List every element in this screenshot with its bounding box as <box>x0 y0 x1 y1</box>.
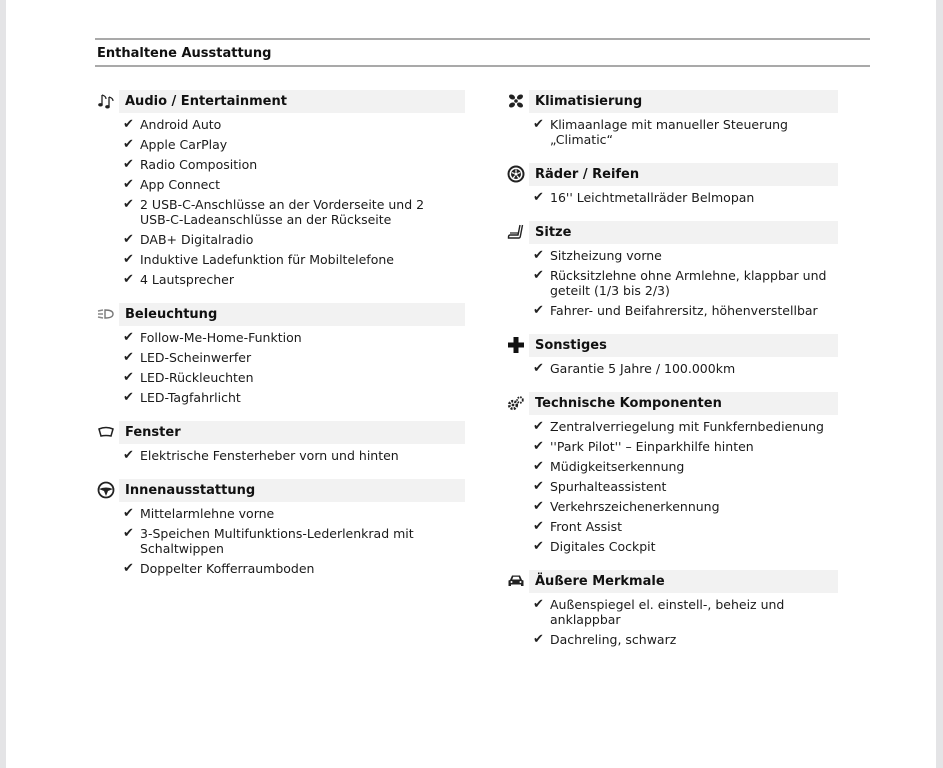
feature-list <box>505 597 835 647</box>
section-beleuchtung <box>95 303 465 405</box>
feature-text: Zentralverriegelung mit Funkfernbedienung <box>550 419 824 434</box>
feature-text: LED-Scheinwerfer <box>140 350 252 365</box>
checkmark-icon: ✔ <box>123 272 134 287</box>
feature-item <box>123 330 430 345</box>
feature-item <box>533 519 840 534</box>
feature-item <box>123 232 430 247</box>
feature-item <box>123 390 430 405</box>
feature-item <box>123 177 430 192</box>
checkmark-icon: ✔ <box>123 330 134 345</box>
feature-item <box>533 499 840 514</box>
checkmark-icon: ✔ <box>533 479 544 494</box>
checkmark-icon: ✔ <box>533 419 544 434</box>
section-title: Audio / Entertainment <box>119 90 465 113</box>
checkmark-icon: ✔ <box>533 632 544 647</box>
checkmark-icon: ✔ <box>533 439 544 454</box>
feature-item <box>123 197 430 227</box>
section-header <box>505 90 835 113</box>
feature-text: Dachreling, schwarz <box>550 632 677 647</box>
section-title: Fenster <box>119 421 465 444</box>
feature-list <box>95 448 465 463</box>
feature-item <box>123 561 430 576</box>
checkmark-icon: ✔ <box>533 539 544 554</box>
section-sitze <box>505 221 835 318</box>
feature-text: Radio Composition <box>140 157 258 172</box>
checkmark-icon: ✔ <box>123 350 134 365</box>
feature-text: Induktive Ladefunktion für Mobiltelefone <box>140 252 394 267</box>
section-raeder-reifen <box>505 163 835 205</box>
feature-text: Spurhalteassistent <box>550 479 667 494</box>
checkmark-icon: ✔ <box>533 459 544 474</box>
feature-list <box>505 419 835 554</box>
feature-item <box>123 370 430 385</box>
feature-item <box>123 137 430 152</box>
feature-item <box>123 157 430 172</box>
feature-text: LED-Rückleuchten <box>140 370 254 385</box>
gears-icon <box>505 393 527 413</box>
feature-list <box>505 190 835 205</box>
feature-text: ''Park Pilot'' – Einparkhilfe hinten <box>550 439 754 454</box>
feature-text: 2 USB-C-Anschlüsse an der Vorderseite und 2 USB-C-Ladeanschlüsse an der Rückseite <box>140 197 425 227</box>
feature-text: Front Assist <box>550 519 623 534</box>
music-note-icon <box>95 91 117 111</box>
section-technische-komponenten <box>505 392 835 554</box>
feature-item <box>123 350 430 365</box>
fan-icon <box>505 91 527 111</box>
document-title-bar <box>95 38 870 67</box>
feature-item <box>123 272 430 287</box>
right-column <box>505 90 835 663</box>
feature-text: LED-Tagfahrlicht <box>140 390 241 405</box>
feature-text: Müdigkeitserkennung <box>550 459 685 474</box>
feature-text: Verkehrszeichenerkennung <box>550 499 720 514</box>
wheel-icon <box>505 164 527 184</box>
car-front-icon <box>505 571 527 591</box>
checkmark-icon: ✔ <box>123 448 134 463</box>
feature-text: Elektrische Fensterheber vorn und hinten <box>140 448 399 463</box>
section-header <box>95 421 465 444</box>
feature-item <box>533 459 840 474</box>
section-header <box>505 163 835 186</box>
feature-text: Follow-Me-Home-Funktion <box>140 330 302 345</box>
section-header <box>95 303 465 326</box>
checkmark-icon: ✔ <box>123 177 134 192</box>
checkmark-icon: ✔ <box>533 117 544 132</box>
checkmark-icon: ✔ <box>123 232 134 247</box>
section-fenster <box>95 421 465 463</box>
checkmark-icon: ✔ <box>123 117 134 132</box>
section-innenausstattung <box>95 479 465 576</box>
feature-item <box>533 439 840 454</box>
section-title: Sonstiges <box>529 334 838 357</box>
feature-item <box>533 248 840 263</box>
feature-item <box>533 190 840 205</box>
headlight-icon <box>95 304 117 324</box>
feature-text: Mittelarmlehne vorne <box>140 506 275 521</box>
feature-text: 4 Lautsprecher <box>140 272 235 287</box>
checkmark-icon: ✔ <box>123 252 134 267</box>
feature-item <box>123 252 430 267</box>
section-title: Innenausstattung <box>119 479 465 502</box>
feature-text: Sitzheizung vorne <box>550 248 662 263</box>
seat-icon <box>505 222 527 242</box>
document-page <box>6 0 936 768</box>
feature-text: Außenspiegel el. einstell-, beheiz und anklappbar <box>550 597 785 627</box>
feature-item <box>533 539 840 554</box>
section-header <box>505 392 835 415</box>
section-header <box>95 90 465 113</box>
steering-wheel-icon <box>95 480 117 500</box>
feature-item <box>533 479 840 494</box>
feature-list <box>95 330 465 405</box>
section-header <box>95 479 465 502</box>
feature-text: Garantie 5 Jahre / 100.000km <box>550 361 736 376</box>
checkmark-icon: ✔ <box>533 248 544 263</box>
checkmark-icon: ✔ <box>533 519 544 534</box>
feature-text: Rücksitzlehne ohne Armlehne, klappbar und geteilt (1/3 bis 2/3) <box>550 268 827 298</box>
feature-item <box>123 526 430 556</box>
feature-list <box>505 117 835 147</box>
section-klimatisierung <box>505 90 835 147</box>
feature-list <box>95 117 465 287</box>
checkmark-icon: ✔ <box>123 390 134 405</box>
checkmark-icon: ✔ <box>123 197 134 212</box>
feature-item <box>533 268 840 298</box>
feature-text: 16'' Leichtmetallräder Belmopan <box>550 190 755 205</box>
feature-text: App Connect <box>140 177 221 192</box>
plus-icon <box>505 335 527 355</box>
checkmark-icon: ✔ <box>533 268 544 283</box>
feature-text: Fahrer- und Beifahrersitz, höhenverstellbar <box>550 303 818 318</box>
section-title: Beleuchtung <box>119 303 465 326</box>
section-header <box>505 570 835 593</box>
checkmark-icon: ✔ <box>533 597 544 612</box>
checkmark-icon: ✔ <box>123 506 134 521</box>
feature-item <box>533 303 840 318</box>
feature-text: 3-Speichen Multifunktions-Lederlenkrad mit Schaltwippen <box>140 526 414 556</box>
feature-text: DAB+ Digitalradio <box>140 232 254 247</box>
checkmark-icon: ✔ <box>123 561 134 576</box>
feature-text: Klimaanlage mit manueller Steuerung „Climatic“ <box>550 117 788 147</box>
checkmark-icon: ✔ <box>123 526 134 541</box>
feature-item <box>123 117 430 132</box>
feature-text: Doppelter Kofferraumboden <box>140 561 315 576</box>
feature-text: Digitales Cockpit <box>550 539 656 554</box>
feature-item <box>533 632 840 647</box>
section-header <box>505 221 835 244</box>
section-title: Äußere Merkmale <box>529 570 838 593</box>
checkmark-icon: ✔ <box>533 361 544 376</box>
section-title: Technische Komponenten <box>529 392 838 415</box>
checkmark-icon: ✔ <box>533 499 544 514</box>
feature-text: Android Auto <box>140 117 222 132</box>
feature-item <box>533 117 840 147</box>
section-title: Klimatisierung <box>529 90 838 113</box>
section-header <box>505 334 835 357</box>
section-title: Räder / Reifen <box>529 163 838 186</box>
section-audio-entertainment <box>95 90 465 287</box>
feature-item <box>533 361 840 376</box>
feature-item <box>533 597 840 627</box>
checkmark-icon: ✔ <box>533 303 544 318</box>
section-title: Sitze <box>529 221 838 244</box>
feature-list <box>505 248 835 318</box>
checkmark-icon: ✔ <box>123 137 134 152</box>
feature-item <box>533 419 840 434</box>
checkmark-icon: ✔ <box>123 157 134 172</box>
feature-item <box>123 448 430 463</box>
left-column <box>95 90 465 592</box>
feature-item <box>123 506 430 521</box>
feature-list <box>95 506 465 576</box>
feature-list <box>505 361 835 376</box>
windshield-icon <box>95 422 117 442</box>
section-aeussere-merkmale <box>505 570 835 647</box>
document-title: Enthaltene Ausstattung <box>97 46 272 61</box>
checkmark-icon: ✔ <box>533 190 544 205</box>
checkmark-icon: ✔ <box>123 370 134 385</box>
feature-text: Apple CarPlay <box>140 137 228 152</box>
section-sonstiges <box>505 334 835 376</box>
